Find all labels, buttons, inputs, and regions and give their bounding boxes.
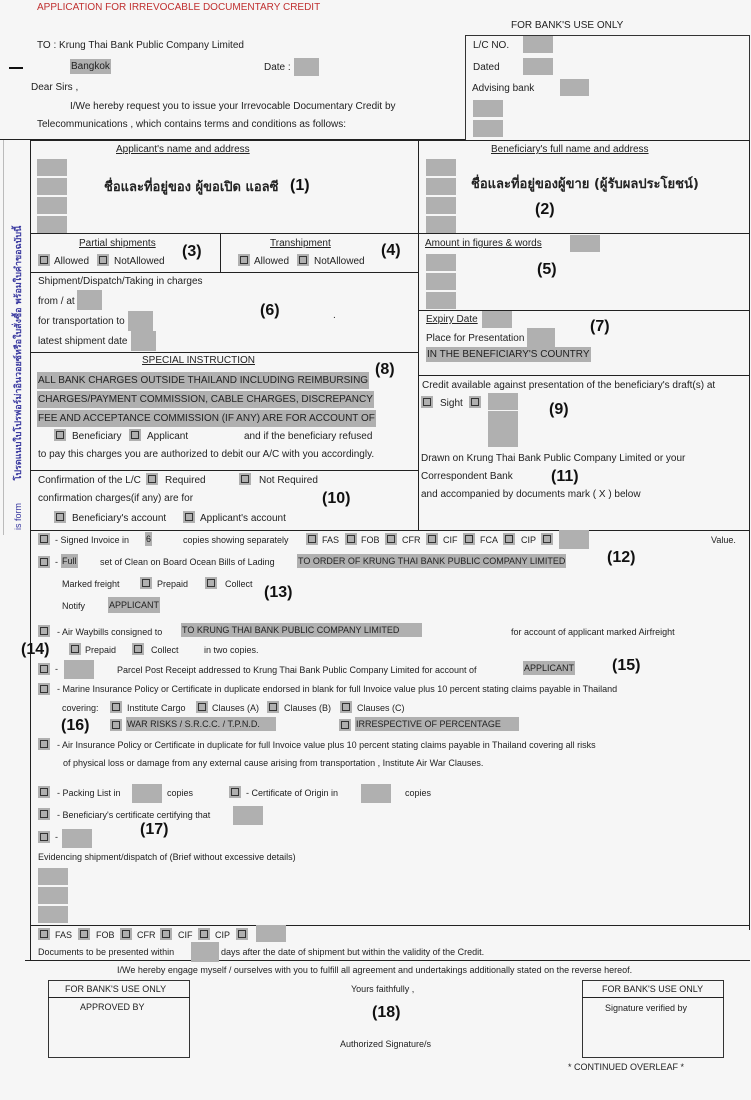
from-at-label: from / at	[38, 296, 75, 307]
invoice-copies-field[interactable]: 6	[146, 534, 152, 544]
clause-c-label: Clauses (C)	[357, 703, 405, 713]
applicant-line-4[interactable]	[37, 216, 67, 233]
confirmation-charges-label: confirmation charges(if any) are for	[38, 493, 194, 504]
section-number-17: (17)	[140, 821, 169, 838]
goods-line-1[interactable]	[38, 868, 68, 885]
drawn-on-text: Drawn on Krung Thai Bank Public Company Limited or your	[421, 453, 686, 464]
accompanied-text: and accompanied by documents mark ( X ) below	[421, 489, 641, 500]
request-line-2: Telecommunications , which contains terms and conditions as follows:	[37, 119, 347, 130]
place-presentation-value[interactable]: IN THE BENEFICIARY'S COUNTRY	[427, 349, 590, 360]
section-number-12: (12)	[607, 549, 636, 566]
confirmation-required-checkbox[interactable]	[146, 473, 158, 485]
divider	[30, 352, 418, 353]
term-fas-checkbox[interactable]	[306, 533, 318, 545]
invoice-value-field[interactable]	[559, 530, 589, 549]
marine-text: - Marine Insurance Policy or Certificate in duplicate endorsed in blank for full Invoice value plus 10 percent stating claims payable in Thailand	[57, 684, 618, 694]
parcel-account-field[interactable]: APPLICANT	[524, 663, 575, 673]
awb-collect-checkbox[interactable]	[132, 643, 144, 655]
refused-text: and if the beneficiary refused	[244, 431, 373, 442]
presented-days-field[interactable]	[191, 942, 219, 962]
transhipment-not-allowed-checkbox[interactable]	[297, 254, 309, 266]
bottom-cfr-checkbox[interactable]	[120, 928, 132, 940]
awb-copies-text: in two copies.	[204, 645, 259, 655]
grid-right-border	[749, 140, 750, 930]
institute-cargo-label: Institute Cargo	[127, 703, 186, 713]
beneficiary-line-3[interactable]	[426, 197, 456, 214]
beneficiary-line-4[interactable]	[426, 216, 456, 233]
yours-faithfully: Yours faithfully ,	[351, 984, 415, 994]
usance-field-2[interactable]	[488, 411, 518, 447]
bottom-cif-label: CIF	[178, 930, 193, 940]
term-fca-checkbox[interactable]	[463, 533, 475, 545]
side-note-thai: โปรดแนบใบโปรฟอร์ม่าอินวอยซ์หรือใบสั่งซื้อ พร้อมใบคำขอฉบับนี้	[14, 225, 24, 481]
section-number-18: (18)	[372, 1004, 401, 1021]
from-at-field[interactable]	[77, 290, 102, 310]
salutation: Dear Sirs ,	[31, 82, 79, 93]
packing-copies-label: copies	[167, 788, 194, 798]
place-presentation-label: Place for Presentation	[426, 333, 525, 344]
bank-use-heading: FOR BANK'S USE ONLY	[511, 20, 624, 31]
usance-field-1[interactable]	[488, 393, 518, 410]
section-number-4: (4)	[381, 242, 401, 259]
beneficiary-thai-label: ชื่อและที่อยู่ของผู้ขาย (ผู้รับผลประโยชน์)	[471, 177, 699, 192]
bill-of-lading-checkbox[interactable]	[38, 556, 50, 568]
charges-beneficiary-label: Beneficiary	[72, 431, 122, 442]
applicant-thai-label: ชื่อและที่อยู่ของ ผู้ขอเปิด แอลซี	[104, 180, 279, 195]
lc-no-field[interactable]	[523, 36, 553, 53]
confirmation-required-label: Required	[165, 475, 206, 486]
term-other-checkbox[interactable]	[541, 533, 553, 545]
parcel-post-checkbox[interactable]	[38, 663, 50, 675]
divider	[30, 470, 418, 471]
awb-account-text: for account of applicant marked Airfreight	[511, 627, 675, 637]
applicant-account-label: Applicant's account	[200, 513, 286, 524]
awb-prepaid-checkbox[interactable]	[69, 643, 81, 655]
origin-text: - Certificate of Origin in	[246, 788, 339, 798]
grid-center-divider	[418, 140, 419, 530]
correspondent-bank-text: Correspondent Bank	[421, 471, 513, 482]
transhipment-heading: Transhipment	[270, 238, 331, 249]
bottom-cip-label: CIP	[215, 930, 231, 940]
dated-label: Dated	[473, 62, 500, 73]
partial-allowed-label: Allowed	[54, 256, 90, 267]
applicant-line-2[interactable]	[37, 178, 67, 195]
term-fas-label: FAS	[322, 535, 340, 545]
term-fob-label: FOB	[361, 535, 380, 545]
awb-prepaid-label: Prepaid	[85, 645, 117, 655]
divider	[220, 233, 221, 273]
applicant-account-checkbox[interactable]	[183, 511, 195, 523]
beneficiary-line-1[interactable]	[426, 159, 456, 176]
certificate-origin-checkbox[interactable]	[229, 786, 241, 798]
usance-checkbox[interactable]	[469, 396, 481, 408]
term-cif-label: CIF	[443, 535, 458, 545]
clause-a-label: Clauses (A)	[212, 703, 260, 713]
divider	[48, 997, 190, 998]
bottom-cip-checkbox[interactable]	[198, 928, 210, 940]
to-bank-label: TO : Krung Thai Bank Public Company Limited	[37, 40, 244, 51]
parcel-post-field[interactable]	[64, 660, 94, 679]
side-note-en: is form	[13, 503, 23, 530]
authorized-signature-label: Authorized Signature/s	[340, 1039, 432, 1049]
section-number-6: (6)	[260, 302, 280, 319]
other-dash: -	[55, 832, 58, 842]
amount-line-3[interactable]	[426, 292, 456, 309]
awb-collect-label: Collect	[151, 645, 179, 655]
term-cfr-label: CFR	[402, 535, 421, 545]
section-number-10: (10)	[322, 490, 351, 507]
section-number-14: (14)	[21, 641, 50, 658]
shipment-heading: Shipment/Dispatch/Taking in charges	[38, 276, 203, 287]
irrespective-field[interactable]: IRRESPECTIVE OF PERCENTAGE	[355, 717, 519, 731]
freight-collect-label: Collect	[225, 579, 253, 589]
advising-bank-line-3[interactable]	[473, 120, 503, 137]
beneficiary-account-label: Beneficiary's account	[72, 513, 167, 524]
debit-text: to pay this charges you are authorized to debit our A/C with you accordingly.	[38, 449, 375, 460]
amount-currency-field[interactable]	[570, 235, 600, 252]
section-number-8: (8)	[375, 361, 395, 378]
bottom-cfr-label: CFR	[137, 930, 156, 940]
partial-not-allowed-checkbox[interactable]	[97, 254, 109, 266]
expiry-date-field[interactable]	[482, 311, 512, 328]
divider	[25, 960, 750, 961]
dated-field[interactable]	[523, 58, 553, 75]
presented-within-prefix: Documents to be presented within	[38, 947, 175, 957]
institute-cargo-checkbox[interactable]	[110, 701, 122, 713]
bl-text: set of Clean on Board Ocean Bills of Lading	[100, 557, 275, 567]
packing-list-copies-field[interactable]	[132, 784, 162, 803]
packing-list-text: - Packing List in	[57, 788, 121, 798]
section-number-15: (15)	[612, 657, 641, 674]
section-number-11: (11)	[551, 468, 579, 485]
transhipment-allowed-label: Allowed	[254, 256, 290, 267]
divider	[30, 925, 31, 960]
bl-full-field[interactable]: Full	[62, 556, 77, 566]
invoice-suffix: copies showing separately	[183, 535, 289, 545]
amount-heading: Amount in figures & words	[425, 238, 542, 249]
beneficiary-certificate-checkbox[interactable]	[38, 808, 50, 820]
dash-mark	[9, 67, 23, 69]
bank-use-right-heading: FOR BANK'S USE ONLY	[602, 984, 704, 994]
parcel-text: Parcel Post Receipt addressed to Krung Thai Bank Public Company Limited for account of	[117, 665, 477, 675]
bottom-other-checkbox[interactable]	[236, 928, 248, 940]
section-number-13: (13)	[264, 584, 293, 601]
bank-use-left-heading: FOR BANK'S USE ONLY	[65, 984, 167, 994]
awb-consignee-field[interactable]: TO KRUNG THAI BANK PUBLIC COMPANY LIMITED	[181, 623, 422, 637]
goods-line-2[interactable]	[38, 887, 68, 904]
term-fca-label: FCA	[480, 535, 498, 545]
request-line-1: I/We hereby request you to issue your Irrevocable Documentary Credit by	[70, 101, 396, 112]
divider	[582, 997, 724, 998]
lc-no-label: L/C NO.	[473, 40, 510, 51]
date-label: Date :	[264, 62, 291, 73]
section-number-9: (9)	[549, 401, 569, 418]
partial-allowed-checkbox[interactable]	[38, 254, 50, 266]
term-cip-checkbox[interactable]	[503, 533, 515, 545]
grid-left-border	[30, 140, 31, 925]
section-number-3: (3)	[182, 243, 202, 260]
clause-c-checkbox[interactable]	[340, 701, 352, 713]
section-number-16: (16)	[61, 717, 90, 734]
evidencing-text: Evidencing shipment/dispatch of (Brief without excessive details)	[38, 852, 296, 862]
divider	[30, 272, 418, 273]
bottom-fob-checkbox[interactable]	[78, 928, 90, 940]
date-field[interactable]	[294, 58, 319, 76]
invoice-checkbox[interactable]	[38, 533, 50, 545]
sight-label: Sight	[440, 398, 463, 409]
advising-bank-label: Advising bank	[472, 83, 535, 94]
charges-beneficiary-checkbox[interactable]	[54, 429, 66, 441]
term-fob-checkbox[interactable]	[345, 533, 357, 545]
form-title: APPLICATION FOR IRREVOCABLE DOCUMENTARY CREDIT	[37, 2, 321, 13]
bottom-fas-checkbox[interactable]	[38, 928, 50, 940]
city-field[interactable]: Bangkok	[71, 61, 110, 72]
transportation-to-field[interactable]	[128, 311, 153, 331]
transhipment-not-allowed-label: NotAllowed	[314, 256, 365, 267]
clause-b-label: Clauses (B)	[284, 703, 332, 713]
beneficiary-certificate-field[interactable]	[233, 806, 263, 825]
partial-not-allowed-label: NotAllowed	[114, 256, 165, 267]
other-doc-checkbox[interactable]	[38, 831, 50, 843]
continued-overleaf: * CONTINUED OVERLEAF *	[568, 1062, 685, 1072]
bl-consignee-field[interactable]: TO ORDER OF KRUNG THAI BANK PUBLIC COMPANY LIMITED	[298, 556, 566, 566]
air-insurance-checkbox[interactable]	[38, 738, 50, 750]
beneficiary-heading: Beneficiary's full name and address	[491, 144, 649, 155]
term-cif-checkbox[interactable]	[426, 533, 438, 545]
applicant-line-1[interactable]	[37, 159, 67, 176]
bottom-fob-label: FOB	[96, 930, 115, 940]
special-instruction-heading: SPECIAL INSTRUCTION	[142, 355, 255, 366]
dot-mark: .	[333, 310, 336, 321]
invoice-prefix: - Signed Invoice in	[55, 535, 130, 545]
marine-insurance-checkbox[interactable]	[38, 683, 50, 695]
expiry-date-label: Expiry Date	[426, 314, 478, 325]
draft-heading: Credit available against presentation of the beneficiary's draft(s) at	[422, 380, 716, 391]
divider	[418, 375, 750, 376]
value-label: Value.	[711, 535, 736, 545]
air-waybill-checkbox[interactable]	[38, 625, 50, 637]
special-line-3[interactable]: FEE AND ACCEPTANCE COMMISSION (IF ANY) ARE FOR ACCOUNT OF	[37, 410, 376, 427]
confirmation-not-required-checkbox[interactable]	[239, 473, 251, 485]
notify-field[interactable]: APPLICANT	[108, 597, 160, 613]
bottom-term-field[interactable]	[256, 925, 286, 942]
freight-prepaid-checkbox[interactable]	[140, 577, 152, 589]
war-risks-checkbox[interactable]	[110, 719, 122, 731]
notify-label: Notify	[62, 601, 86, 611]
divider	[30, 233, 750, 234]
confirmation-not-required-label: Not Required	[259, 475, 318, 486]
section-number-1: (1)	[290, 177, 310, 194]
bottom-cif-checkbox[interactable]	[160, 928, 172, 940]
latest-shipment-label: latest shipment date	[38, 336, 128, 347]
covering-label: covering:	[62, 703, 99, 713]
signature-verified-label: Signature verified by	[605, 1003, 688, 1013]
origin-copies-label: copies	[405, 788, 432, 798]
awb-text: - Air Waybills consigned to	[57, 627, 163, 637]
goods-line-3[interactable]	[38, 906, 68, 923]
beneficiary-account-checkbox[interactable]	[54, 511, 66, 523]
advising-bank-field[interactable]	[560, 79, 589, 96]
air-insurance-line-1: - Air Insurance Policy or Certificate in duplicate for full Invoice value plus 10 percent stating claims payable in Thailand covering all risks	[57, 740, 596, 750]
section-number-5: (5)	[537, 261, 557, 278]
section-number-2: (2)	[535, 201, 555, 218]
special-line-1[interactable]: ALL BANK CHARGES OUTSIDE THAILAND INCLUDING REIMBURSING	[37, 372, 369, 389]
packing-list-checkbox[interactable]	[38, 786, 50, 798]
special-line-2[interactable]: CHARGES/PAYMENT COMMISSION, CABLE CHARGES, DISCREPANCY	[37, 391, 374, 408]
side-border	[3, 140, 4, 535]
term-cfr-checkbox[interactable]	[385, 533, 397, 545]
term-cip-label: CIP	[521, 535, 537, 545]
freight-collect-checkbox[interactable]	[205, 577, 217, 589]
confirmation-label: Confirmation of the L/C	[38, 475, 141, 486]
charges-applicant-checkbox[interactable]	[129, 429, 141, 441]
marked-freight-label: Marked freight	[62, 579, 120, 589]
air-insurance-line-2: of physical loss or damage from any external cause arising from transportation , Institute Air War Clauses.	[63, 758, 484, 768]
bottom-fas-label: FAS	[55, 930, 73, 940]
clause-b-checkbox[interactable]	[267, 701, 279, 713]
divider	[30, 530, 750, 531]
transhipment-allowed-checkbox[interactable]	[238, 254, 250, 266]
clause-a-checkbox[interactable]	[196, 701, 208, 713]
origin-copies-field[interactable]	[361, 784, 391, 803]
presented-within-suffix: days after the date of shipment but within the validity of the Credit.	[221, 947, 485, 957]
divider	[30, 140, 750, 141]
amount-line-2[interactable]	[426, 273, 456, 290]
divider	[418, 310, 750, 311]
war-risks-field[interactable]: WAR RISKS / S.R.C.C. / T.P.N.D.	[126, 717, 276, 731]
partial-shipments-heading: Partial shipments	[79, 238, 156, 249]
amount-line-1[interactable]	[426, 254, 456, 271]
side-note	[11, 140, 25, 530]
latest-shipment-field[interactable]	[131, 331, 156, 351]
beneficiary-line-2[interactable]	[426, 178, 456, 195]
approved-by-label: APPROVED BY	[80, 1002, 145, 1012]
divider	[30, 925, 750, 926]
sight-checkbox[interactable]	[421, 396, 433, 408]
applicant-line-3[interactable]	[37, 197, 67, 214]
charges-applicant-label: Applicant	[147, 431, 189, 442]
beneficiary-certificate-text: - Beneficiary's certificate certifying that	[57, 810, 211, 820]
irrespective-checkbox[interactable]	[339, 719, 351, 731]
place-presentation-field[interactable]	[527, 328, 555, 348]
advising-bank-line-2[interactable]	[473, 100, 503, 117]
engage-text: I/We hereby engage myself / ourselves with you to fulfill all agreement and undertakings additionally stated on the reverse hereof.	[117, 965, 633, 975]
section-number-7: (7)	[590, 318, 610, 335]
transportation-to-label: for transportation to	[38, 316, 125, 327]
freight-prepaid-label: Prepaid	[157, 579, 189, 589]
applicant-heading: Applicant's name and address	[116, 144, 250, 155]
parcel-dash: -	[55, 664, 58, 674]
other-doc-field[interactable]	[62, 829, 92, 848]
bl-dash: -	[55, 557, 58, 567]
